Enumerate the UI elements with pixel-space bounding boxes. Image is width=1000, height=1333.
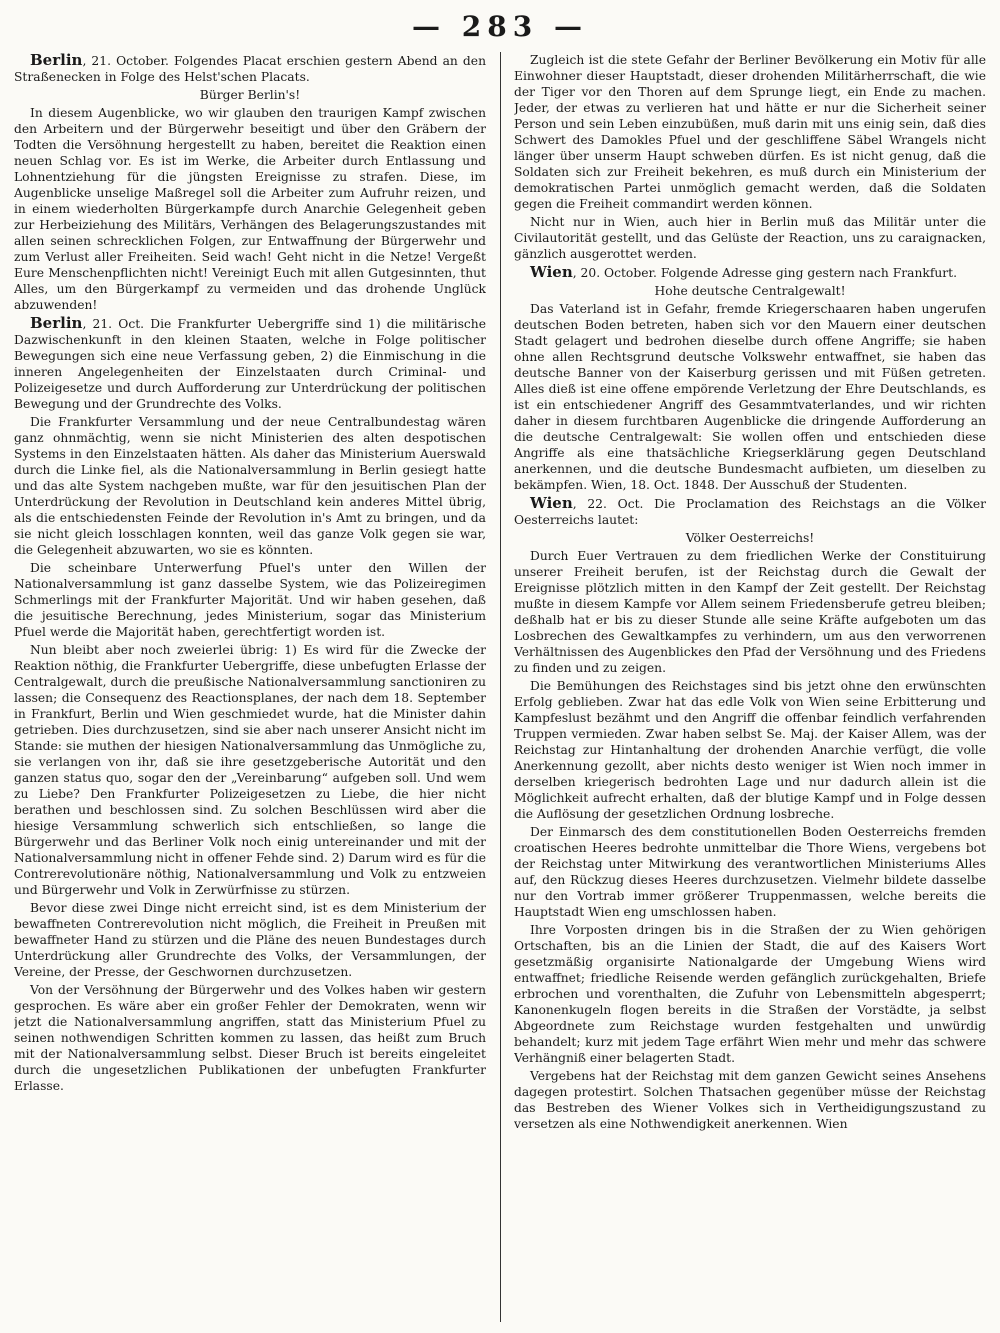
salutation-heading: Hohe deutsche Centralgewalt! <box>654 284 846 298</box>
dateline-place: Berlin <box>30 314 83 332</box>
right-column <box>514 52 986 1322</box>
article-paragraph: Nicht nur in Wien, auch hier in Berlin muß das Militär unter die Civilautorität gestellt, und das Gelüste der Reaction, uns zu caraignacken, gänzlich ausgerottet werden. <box>514 215 986 261</box>
dateline-place: Wien <box>530 263 573 281</box>
dateline-text: , 20. October. Folgende Adresse ging gestern nach Frankfurt. <box>572 266 958 280</box>
article-dateline-paragraph <box>14 52 486 85</box>
article-dateline-paragraph <box>514 495 986 528</box>
column-rule <box>500 52 501 1322</box>
article-paragraph: In diesem Augenblicke, wo wir glauben den traurigen Kampf zwischen den Arbeitern und der Bürgerwehr beseitigt und über den Gräbern der Todten die Versöhnung hergestellt zu haben, bereitet die Reaktion einen neuen Schlag vor. Es ist im Werke, die Arbeiter durch Entlassung und Lohnentziehung für die jüngsten Ereignisse zu strafen. Diese, im Augenblicke unselige Maßregel soll die Arbeiter zum Aufruhr reizen, und in einem wiederholten Bürgerkampfe durch Anarchie Gelegenheit geben zur Herbeiziehung des Militärs, Verhängen des Belagerungszustandes mit allen seinen schrecklichen Folgen, zur Entwaffnung der Bürgerwehr und zum Verlust aller Freiheiten. Seid wach! Geht nicht in die Netze! Vergeßt Eure Menschenpflichten nicht! Vereinigt Euch mit allen Gutgesinnten, thut Alles, um den Bürgerkampf zu vermeiden und das drohende Unglück abzuwenden! <box>14 106 486 312</box>
article-paragraph: Ihre Vorposten dringen bis in die Straßen der zu Wien gehörigen Ortschaften, bis an die Linien der Stadt, die auf des Kaisers Wort gesetzmäßig organisirte Nationalgarde der Umgebung Wiens wird entwaffnet; friedliche Reisende werden gefänglich zurückgehalten, Briefe erbrochen und vorenthalten, die Zufuhr von Lebensmitteln abgesperrt; Kanonenkugeln flogen bereits in die Straßen der Vorstädte, ja selbst Abgeordnete zum Reichstage wurden festgehalten und unwürdig behandelt; kurz mit jedem Tage erfährt Wien mehr und mehr das schwere Verhängniß einer belagerten Stadt. <box>514 923 986 1065</box>
article-paragraph: Die Bemühungen des Reichstages sind bis jetzt ohne den erwünschten Erfolg geblieben. Zwar hat das edle Volk von Wien seine Erbitterung und Kampfeslust bezähmt und den Angriff die offenbar feindlich verfahrenden Truppen vermieden. Zwar haben selbst Se. Maj. der Kaiser Allem, was der Reichstag zur Hintanhaltung der drohenden Anarchie verfügt, die volle Anerkennung gezollt, aber nichts desto weniger ist Wien noch immer in derselben kriegerisch bedrohten Lage und nur dadurch allein ist die Möglichkeit aufrecht erhalten, daß der blutige Kampf und in Folge dessen die Auflösung der gesetzlichen Ordnung losbreche. <box>514 679 986 821</box>
article-paragraph: Durch Euer Vertrauen zu dem friedlichen Werke der Constituirung unserer Freiheit berufen, ist der Reichstag durch die Gewalt der Ereignisse plötzlich mitten in den Kampf der Zeit gestellt. Der Reichstag mußte in diesem Kampfe vor Allem seinem Friedensberufe getreu bleiben; deßhalb hat er bis zu dieser Stunde alle seine Kräfte aufgeboten um das Losbrechen des Gewaltkampfes zu verhindern, um aus den verworrenen Verhältnissen des Augenblickes den Pfad der Versöhnung und des Friedens zu finden und zu zeigen. <box>514 549 986 675</box>
article-paragraph: Der Einmarsch des dem constitutionellen Boden Oesterreichs fremden croatischen Heeres bedrohte unmittelbar die Thore Wiens, vergebens bot der Reichstag unter Mitwirkung des verantwortlichen Ministeriums Alles auf, den Rückzug dieses Heeres durchzusetzen. Vielmehr bildete dasselbe nur den Vortrab immer größerer Truppenmassen, welche bereits die Hauptstadt Wien eng umschlossen haben. <box>514 825 986 919</box>
article-paragraph: Nun bleibt aber noch zweierlei übrig: 1) Es wird für die Zwecke der Reaktion nöthig, die Frankfurter Uebergriffe, diese unbefugten Erlasse der Centralgewalt, durch die preußische Nationalversammlung sanctioniren zu lassen; die Consequenz des Reactionsplanes, der nach dem 18. September in Frankfurt, Berlin und Wien geschmiedet wurde, hat die Minister dahin getrieben. Dies durchzusetzen, sind sie aber nach unserer Ansicht nicht im Stande: sie muthen der hiesigen Nationalversammlung das Unmögliche zu, sie verlangen von ihr, daß sie ihre gesetzgeberische Autorität und den ganzen status quo, sogar den der „Vereinbarung“ aufgeben soll. Und wem zu Liebe? Den Frankfurter Polizeigesetzen zu Liebe, die hier nicht berathen und beschlossen sind. Zu solchen Beschlüssen wird aber die hiesige Versammlung schwerlich sich entschließen, so lange die Bürgerwehr und das Berliner Volk noch einig untereinander und mit der Nationalversammlung nicht in offener Fehde sind. 2) Darum wird es für die Contrerevolutionäre nöthig, Nationalversammlung und Volk zu entzweien und Bürgerwehr und Volk in Zerwürfnisse zu stürzen. <box>14 643 486 897</box>
page-number: — 283 — <box>412 10 588 43</box>
article-paragraph: Vergebens hat der Reichstag mit dem ganzen Gewicht seines Ansehens dagegen protestirt. Solchen Thatsachen gegenüber müsse der Reichstag das Bestreben des Wiener Volkes sich in Vertheidigungszustand zu versetzen als eine Nothwendigkeit anerkennen. Wien <box>514 1069 986 1131</box>
dateline-place: Berlin <box>30 52 83 69</box>
left-column <box>14 52 486 1322</box>
salutation-heading: Bürger Berlin's! <box>199 88 301 102</box>
article-paragraph: Zugleich ist die stete Gefahr der Berliner Bevölkerung ein Motiv für alle Einwohner dieser Hauptstadt, dieser drohenden Militärherrschaft, die wie der Tiger vor den Thoren auf dem Sprunge liegt, ein Ende zu machen. Jeder, der etwas zu verlieren hat und hätte er nur die Sicherheit seiner Person und sein Leben einzubüßen, muß darin mit uns einig sein, daß dies Schwert des Damokles Pfuel und der geschliffene Säbel Wrangels nicht länger über unserm Haupt schweben dürfen. Es ist nicht genug, daß die Soldaten sich zur Freiheit bekehren, es muß durch ein Ministerium der demokratischen Partei unmöglich gemacht werden, daß die Soldaten gegen die Freiheit commandirt werden können. <box>514 53 986 211</box>
article-paragraph: Die scheinbare Unterwerfung Pfuel's unter den Willen der Nationalversammlung ist ganz dasselbe System, wie das Polizeiregimen Schmerlings mit der Frankfurter Majorität. Und wir haben gesehen, daß die jesuitische Berechnung, jedes Ministerium, sogar das Ministerium Pfuel werde die Majorität haben, gerechtfertigt worden ist. <box>14 561 486 639</box>
dateline-place: Wien <box>530 494 573 512</box>
article-paragraph: Das Vaterland ist in Gefahr, fremde Kriegerschaaren haben ungerufen deutschen Boden betreten, haben sich vor den Mauern einer deutschen Stadt gelagert und bedrohen dieselbe durch offene Angriffe; sie haben ohne allen Rechtsgrund deutsche Volkswehr entwaffnet, sie haben das deutsche Banner von der Kaiserburg gerissen und mit Füßen getreten. Alles dieß ist eine offene empörende Verletzung der Ehre Deutschlands, es ist ein entschiedener Angriff des Gesammtvaterlandes, und wir richten daher in diesem furchtbaren Augenblicke die dringende Aufforderung an die deutsche Centralgewalt: Sie wollen offen und entschieden diese Angriffe als eine thatsächliche Kriegserklärung gegen Deutschland anerkennen, und die deutsche Bundesmacht aufbieten, um dieselben zu bekämpfen. Wien, 18. Oct. 1848. Der Ausschuß der Studenten. <box>514 302 986 492</box>
article-paragraph: Von der Versöhnung der Bürgerwehr und des Volkes haben wir gestern gesprochen. Es wäre aber ein großer Fehler der Demokraten, wenn wir jetzt die Nationalversammlung angriffen, statt das Ministerium Pfuel zu seinen nothwendigen Schritten kommen zu lassen, das heißt zum Bruch mit der Nationalversammlung selbst. Dieser Bruch ist bereits eingeleitet durch die ungesetzlichen Publikationen der unbefugten Frankfurter Erlasse. <box>14 983 486 1093</box>
article-paragraph: Die Frankfurter Versammlung und der neue Centralbundestag wären ganz ohnmächtig, wenn sie nicht Ministerien des alten despotischen Systems in den Einzelstaaten hätten. Als daher das Ministerium Auerswald durch die Linke fiel, als die Nationalversammlung in Berlin gesiegt hatte und das alte System nachgeben mußte, war für den jesuitischen Plan der Unterdrückung der Revolution in Deutschland kein anderes Mittel übrig, als die entschiedensten Feinde der Revolution in's Amt zu bringen, und da sie nicht gleich losschlagen konnten, weil das ganze Volk gegen sie war, die Gelegenheit abzuwarten, wo sie es könnten. <box>14 415 486 557</box>
dateline-text: , 21. Oct. Die Frankfurter Uebergriffe sind 1) die militärische Dazwischenkunft in den kleinen Staaten, welche in Folge politischer Bewegungen sich eine neue Verfassung geben, 2) die Einmischung in die inneren Angelegenheiten der Einzelstaaten durch Criminal- und Polizeigesetze und durch Aufforderung zur Unterdrückung der politischen Bewegung und der Grundrechte des Volks. <box>14 317 486 411</box>
dateline-text: , 22. Oct. Die Proclamation des Reichstags an die Völker Oesterreichs lautet: <box>514 497 986 527</box>
article-dateline-paragraph <box>514 264 986 281</box>
article-paragraph: Bevor diese zwei Dinge nicht erreicht sind, ist es dem Ministerium der bewaffneten Contrerevolution nicht möglich, die Freiheit in Preußen mit bewaffneter Hand zu stürzen und die Pläne des neuen Bundestages durch Unterdrückung aller Grundrechte des Volks, der Versammlungen, der Vereine, der Presse, der Geschwornen durchzusetzen. <box>14 901 486 979</box>
article-dateline-paragraph <box>14 315 486 412</box>
dateline-text: , 21. October. Folgendes Placat erschien gestern Abend an den Straßenecken in Folge des Helst'schen Placats. <box>14 54 486 84</box>
columns <box>14 52 986 1322</box>
salutation-heading: Völker Oesterreichs! <box>685 531 815 545</box>
